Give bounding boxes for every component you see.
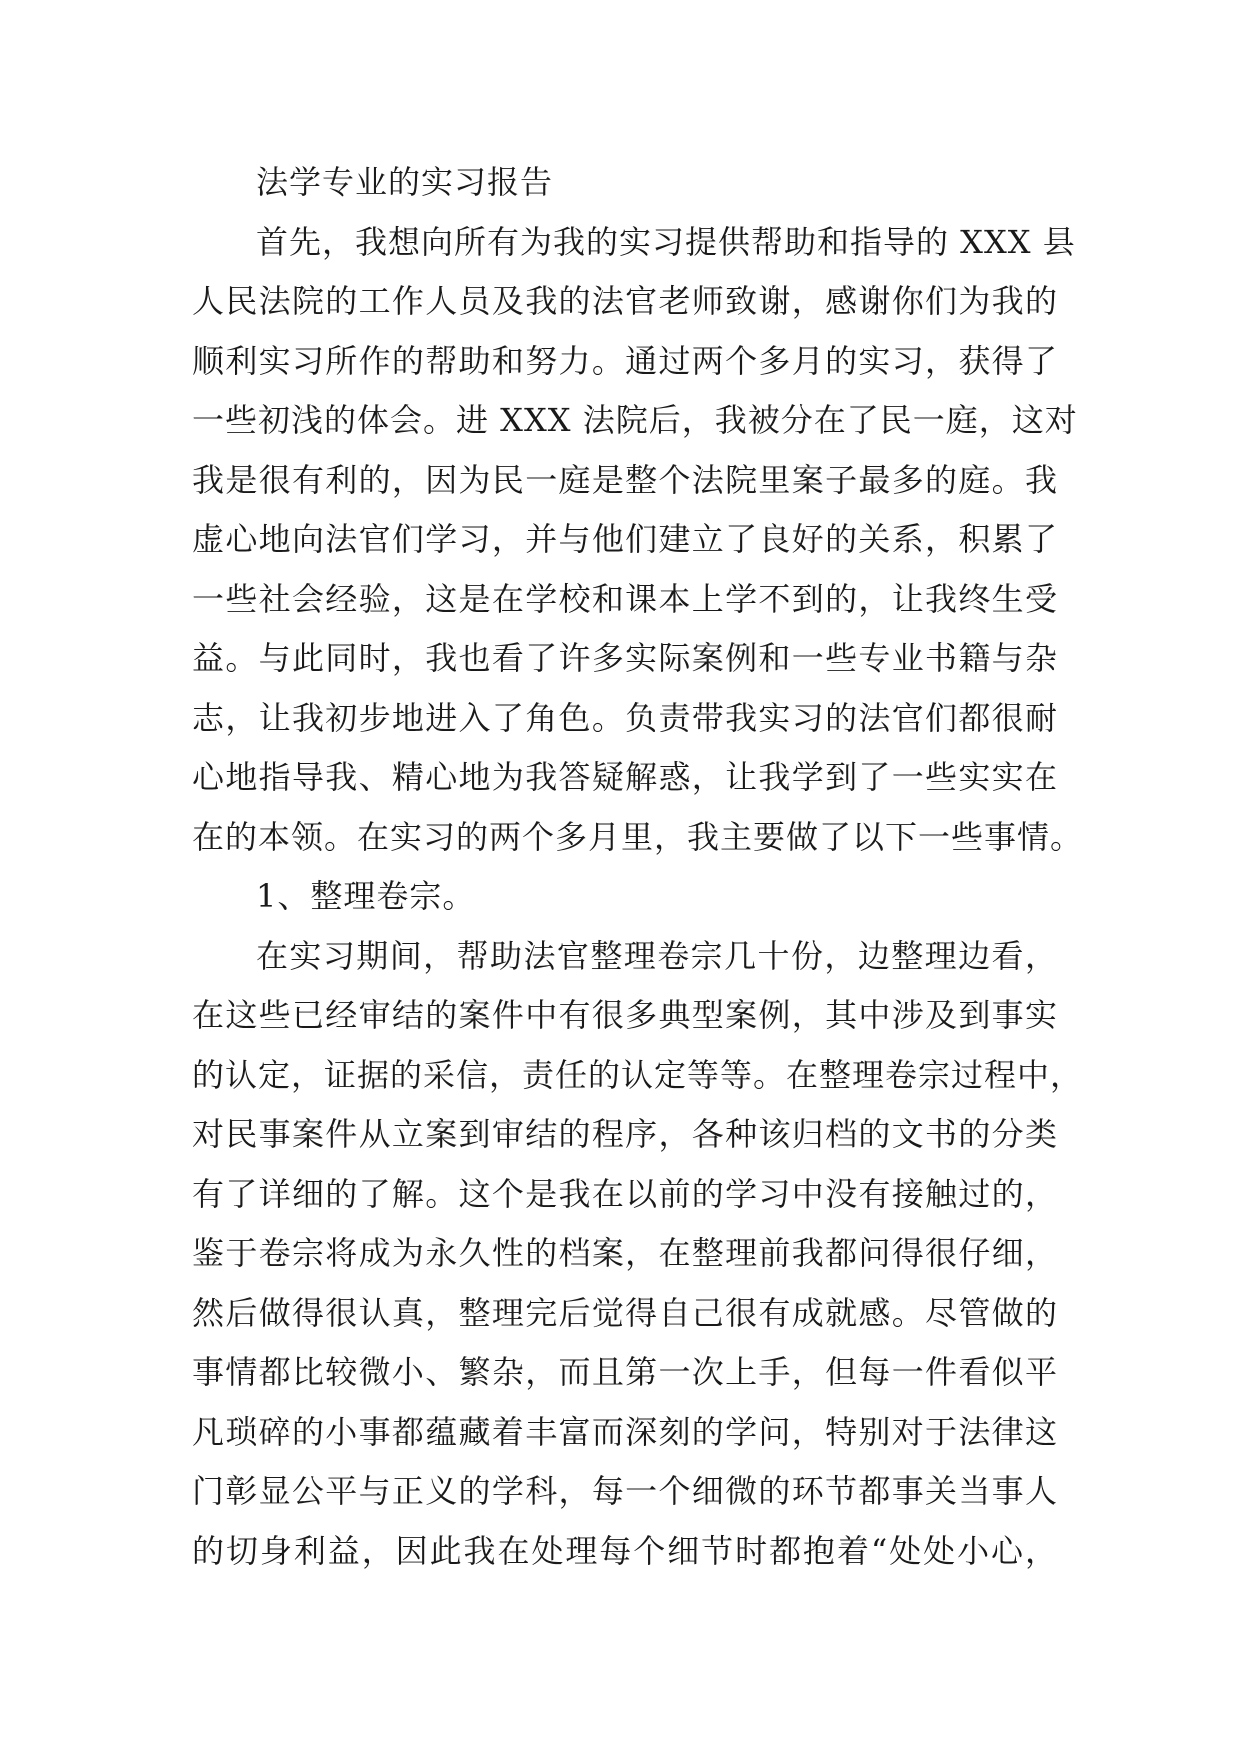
paragraph-line: 在这些已经审结的案件中有很多典型案例，其中涉及到事实 [192, 996, 1058, 1034]
paragraph-line: 志，让我初步地进入了角色。负责带我实习的法官们都很耐 [192, 698, 1058, 737]
paragraph-line: 益。与此同时，我也看了许多实际案例和一些专业书籍与杂 [192, 639, 1058, 677]
paragraph-line: 虚心地向法官们学习，并与他们建立了良好的关系，积累了 [192, 520, 1058, 558]
paragraph-line: 然后做得很认真，整理完后觉得自己很有成就感。尽管做的 [192, 1293, 1058, 1332]
paragraph-line: 首先，我想向所有为我的实习提供帮助和指导的 XXX 县 [256, 222, 1076, 261]
section-heading: 1、整理卷宗。 [256, 877, 476, 915]
paragraph-line: 对民事案件从立案到审结的程序，各种该归档的文书的分类 [192, 1115, 1058, 1153]
document-body [192, 153, 1084, 1581]
paragraph-line: 在实习期间，帮助法官整理卷宗几十份，边整理边看， [256, 936, 1058, 975]
paragraph-line: 鉴于卷宗将成为永久性的档案，在整理前我都问得很仔细， [192, 1234, 1058, 1272]
paragraph-line: 人民法院的工作人员及我的法官老师致谢，感谢你们为我的 [192, 282, 1058, 320]
paragraph-line: 有了详细的了解。这个是我在以前的学习中没有接触过的， [192, 1174, 1058, 1213]
document-title: 法学专业的实习报告 [256, 163, 554, 201]
paragraph-line: 心地指导我、精心地为我答疑解惑，让我学到了一些实实在 [192, 758, 1058, 796]
paragraph-line: 我是很有利的，因为民一庭是整个法院里案子最多的庭。我 [192, 460, 1058, 499]
paragraph-line: 在的本领。在实习的两个多月里，我主要做了以下一些事情。 [192, 817, 1084, 856]
paragraph-line: 凡琐碎的小事都蕴藏着丰富而深刻的学问，特别对于法律这 [192, 1412, 1058, 1451]
paragraph-line: 顺利实习所作的帮助和努力。通过两个多月的实习，获得了 [192, 341, 1058, 380]
paragraph-line: 门彰显公平与正义的学科，每一个细微的环节都事关当事人 [192, 1472, 1058, 1510]
paragraph-line: 一些社会经验，这是在学校和课本上学不到的，让我终生受 [192, 579, 1058, 618]
paragraph-line: 的认定，证据的采信，责任的认定等等。在整理卷宗过程中， [192, 1055, 1084, 1094]
paragraph-line: 的切身利益，因此我在处理每个细节时都抱着“处处小心， [192, 1531, 1058, 1570]
paragraph-line: 一些初浅的体会。进 XXX 法院后，我被分在了民一庭，这对 [192, 401, 1078, 439]
paragraph-line: 事情都比较微小、繁杂，而且第一次上手，但每一件看似平 [192, 1353, 1058, 1391]
